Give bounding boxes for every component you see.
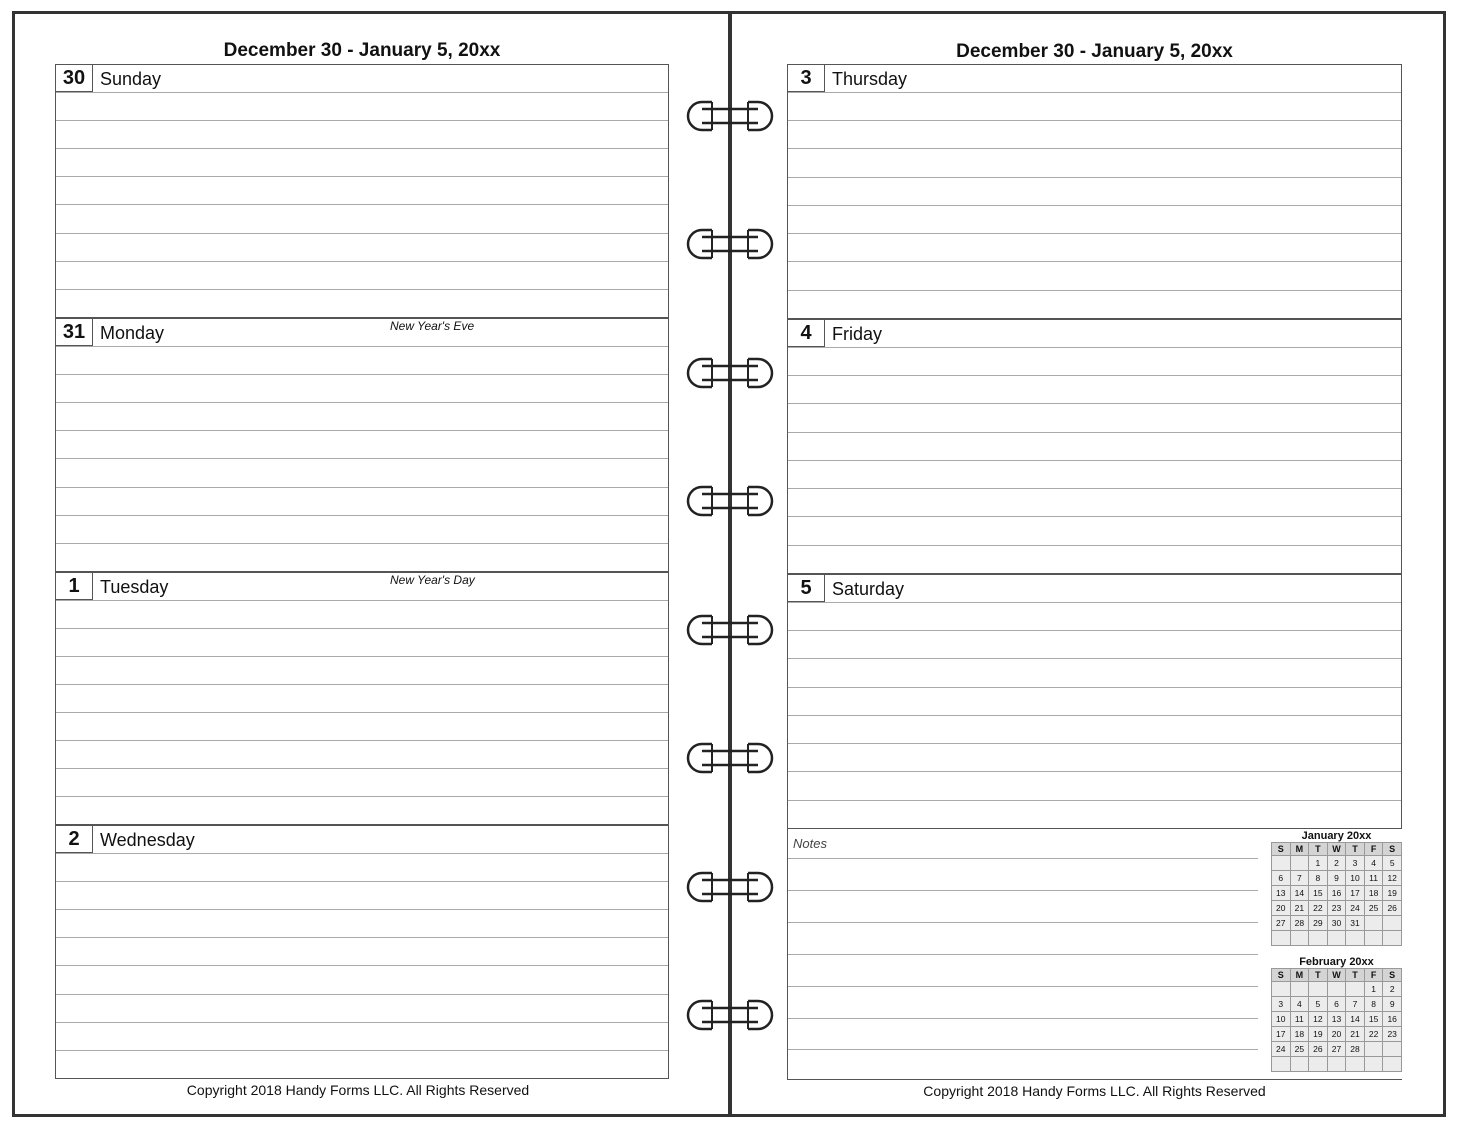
calendar-day-cell: 17 [1346,886,1365,901]
calendar-day-cell: 2 [1383,982,1402,997]
calendar-day-cell: 5 [1309,997,1328,1012]
calendar-day-cell: 19 [1309,1027,1328,1042]
writing-line [56,656,668,657]
calendar-day-cell [1290,931,1309,946]
calendar-day-cell: 10 [1346,871,1365,886]
writing-line [56,796,668,797]
writing-line [788,516,1401,517]
calendar-day-cell [1272,1057,1291,1072]
writing-line [788,347,1401,348]
calendar-day-cell: 8 [1309,871,1328,886]
left-page-title: December 30 - January 5, 20xx [223,40,501,61]
calendar-day-cell: 14 [1290,886,1309,901]
calendar-day-cell: 13 [1272,886,1291,901]
day-number: 1 [56,573,93,600]
writing-line [788,658,1401,659]
calendar-day-cell [1346,1057,1365,1072]
calendar-day-cell: 25 [1290,1042,1309,1057]
calendar-day-cell: 4 [1364,856,1383,871]
calendar-day-cell [1383,1042,1402,1057]
day-name: Saturday [832,579,905,599]
calendar-day-cell: 11 [1364,871,1383,886]
writing-line [56,289,668,290]
calendar-day-cell [1364,1042,1383,1057]
calendar-day-cell [1383,1057,1402,1072]
writing-line [56,261,668,262]
writing-line [788,545,1401,546]
weekday-header: M [1290,843,1309,856]
day-name: Thursday [832,69,908,89]
binder-ring-icon [686,99,774,133]
weekday-header: T [1346,969,1365,982]
writing-line [788,120,1401,121]
calendar-day-cell [1309,982,1328,997]
notes-rule [788,954,1258,955]
calendar-day-cell: 7 [1346,997,1365,1012]
calendar-day-cell: 24 [1346,901,1365,916]
writing-line [788,771,1401,772]
calendar-day-cell: 7 [1290,871,1309,886]
day-name: Monday [100,323,165,343]
calendar-day-cell [1327,1057,1346,1072]
calendar-day-cell [1290,982,1309,997]
calendar-day-cell: 10 [1272,1012,1291,1027]
writing-line [56,684,668,685]
writing-line [56,176,668,177]
mini-calendar-title: January 20xx [1301,830,1372,842]
calendar-day-cell [1327,982,1346,997]
calendar-day-cell: 23 [1327,901,1346,916]
calendar-day-cell [1364,916,1383,931]
calendar-day-cell: 6 [1327,997,1346,1012]
writing-line [56,487,668,488]
weekday-header: S [1383,969,1402,982]
notes-rule [788,922,1258,923]
writing-line [56,402,668,403]
binder-ring-icon [686,998,774,1032]
weekday-header: M [1290,969,1309,982]
calendar-day-cell: 29 [1309,916,1328,931]
mini-calendar-february [1271,956,1402,1072]
mini-calendar-grid [1271,968,1402,1072]
notes-rule [788,1049,1258,1050]
writing-line [788,148,1401,149]
calendar-day-cell [1346,931,1365,946]
writing-line [788,630,1401,631]
weekday-header: W [1327,969,1346,982]
writing-line [56,1050,668,1051]
calendar-day-cell: 20 [1272,901,1291,916]
writing-line [56,148,668,149]
holiday-label: New Year's Eve [390,319,475,333]
writing-line [56,430,668,431]
notes-label: Notes [793,836,827,851]
writing-line [56,374,668,375]
writing-line [788,177,1401,178]
binder-ring-icon [686,870,774,904]
writing-line [56,965,668,966]
holiday-label: New Year's Day [390,573,475,587]
writing-line [788,92,1401,93]
calendar-day-cell: 4 [1290,997,1309,1012]
calendar-day-cell: 21 [1290,901,1309,916]
day-number: 3 [788,65,825,92]
right-copyright: Copyright 2018 Handy Forms LLC. All Rights Reserved [923,1083,1266,1099]
writing-line [788,687,1401,688]
writing-line [788,488,1401,489]
notes-rule [788,1018,1258,1019]
calendar-day-cell: 9 [1327,871,1346,886]
writing-line [788,261,1401,262]
writing-line [788,800,1401,801]
writing-line [56,233,668,234]
writing-line [56,1022,668,1023]
calendar-day-cell: 3 [1272,997,1291,1012]
calendar-day-cell: 3 [1346,856,1365,871]
writing-line [788,743,1401,744]
day-number: 30 [56,65,93,92]
calendar-day-cell: 24 [1272,1042,1291,1057]
writing-line [56,204,668,205]
calendar-day-cell: 2 [1327,856,1346,871]
writing-line [56,346,668,347]
binder-ring-icon [686,484,774,518]
calendar-day-cell [1383,916,1402,931]
calendar-day-cell: 21 [1346,1027,1365,1042]
day-number: 5 [788,575,825,602]
calendar-day-cell: 18 [1364,886,1383,901]
mini-calendar-title: February 20xx [1299,956,1374,968]
day-block-friday[interactable] [787,319,1402,574]
weekday-header: F [1364,969,1383,982]
calendar-day-cell [1383,931,1402,946]
writing-line [56,458,668,459]
mini-calendar-grid [1271,842,1402,946]
calendar-day-cell [1309,1057,1328,1072]
calendar-day-cell: 19 [1383,886,1402,901]
day-name: Wednesday [100,830,195,850]
writing-line [56,994,668,995]
binder-ring-icon [686,227,774,261]
day-number: 31 [56,319,93,346]
calendar-day-cell: 22 [1309,901,1328,916]
binder-ring-icon [686,613,774,647]
calendar-day-cell [1272,982,1291,997]
calendar-day-cell [1290,856,1309,871]
calendar-day-cell [1272,856,1291,871]
writing-line [56,543,668,544]
day-block-sunday[interactable] [55,64,669,318]
day-block-saturday[interactable] [787,574,1402,829]
writing-line [56,909,668,910]
calendar-day-cell: 27 [1272,916,1291,931]
calendar-day-cell: 30 [1327,916,1346,931]
day-name: Tuesday [100,577,169,597]
calendar-day-cell: 31 [1346,916,1365,931]
writing-line [56,937,668,938]
calendar-day-cell [1364,1057,1383,1072]
calendar-day-cell: 17 [1272,1027,1291,1042]
calendar-day-cell: 23 [1383,1027,1402,1042]
calendar-day-cell [1309,931,1328,946]
writing-line [788,602,1401,603]
calendar-day-cell [1346,982,1365,997]
right-page-title: December 30 - January 5, 20xx [956,41,1233,62]
calendar-day-cell [1327,931,1346,946]
weekday-header: S [1383,843,1402,856]
calendar-day-cell: 6 [1272,871,1291,886]
day-block-wednesday[interactable] [55,825,669,1079]
calendar-day-cell: 26 [1309,1042,1328,1057]
writing-line [788,290,1401,291]
weekday-header: T [1309,843,1328,856]
weekday-header: S [1272,843,1291,856]
day-name: Sunday [100,69,162,89]
writing-line [56,600,668,601]
calendar-day-cell: 5 [1383,856,1402,871]
writing-line [788,403,1401,404]
weekday-header: S [1272,969,1291,982]
weekday-header: T [1346,843,1365,856]
binder-ring-icon [686,356,774,390]
calendar-day-cell: 28 [1290,916,1309,931]
calendar-day-cell: 13 [1327,1012,1346,1027]
day-number: 2 [56,826,93,853]
calendar-day-cell: 12 [1383,871,1402,886]
calendar-day-cell: 9 [1383,997,1402,1012]
day-block-thursday[interactable] [787,64,1402,319]
day-block-tuesday[interactable] [55,572,669,825]
calendar-day-cell: 20 [1327,1027,1346,1042]
writing-line [56,740,668,741]
weekday-header: W [1327,843,1346,856]
writing-line [788,432,1401,433]
calendar-day-cell: 25 [1364,901,1383,916]
binder-ring-icon [686,741,774,775]
calendar-day-cell: 16 [1383,1012,1402,1027]
mini-calendar-january [1271,830,1402,946]
writing-line [56,515,668,516]
writing-line [788,233,1401,234]
notes-rule [788,858,1258,859]
calendar-day-cell [1290,1057,1309,1072]
writing-line [56,92,668,93]
calendar-day-cell: 15 [1309,886,1328,901]
day-number: 4 [788,320,825,347]
calendar-day-cell: 15 [1364,1012,1383,1027]
day-name: Friday [832,324,883,344]
calendar-day-cell: 14 [1346,1012,1365,1027]
notes-rule [788,986,1258,987]
left-copyright: Copyright 2018 Handy Forms LLC. All Rights Reserved [186,1082,530,1098]
writing-line [788,460,1401,461]
writing-line [56,853,668,854]
calendar-day-cell: 1 [1364,982,1383,997]
binder-spine [728,11,732,1117]
writing-line [56,628,668,629]
writing-line [788,205,1401,206]
calendar-day-cell: 27 [1327,1042,1346,1057]
calendar-day-cell [1272,931,1291,946]
writing-line [788,375,1401,376]
calendar-day-cell: 22 [1364,1027,1383,1042]
calendar-day-cell: 16 [1327,886,1346,901]
weekday-header: F [1364,843,1383,856]
writing-line [56,881,668,882]
calendar-day-cell: 11 [1290,1012,1309,1027]
calendar-day-cell: 18 [1290,1027,1309,1042]
calendar-day-cell: 26 [1383,901,1402,916]
weekday-header: T [1309,969,1328,982]
writing-line [56,712,668,713]
calendar-day-cell: 12 [1309,1012,1328,1027]
writing-line [56,120,668,121]
calendar-day-cell: 28 [1346,1042,1365,1057]
notes-rule [788,890,1258,891]
calendar-day-cell: 8 [1364,997,1383,1012]
writing-line [56,768,668,769]
day-block-monday[interactable] [55,318,669,572]
writing-line [788,715,1401,716]
calendar-day-cell: 1 [1309,856,1328,871]
calendar-day-cell [1364,931,1383,946]
